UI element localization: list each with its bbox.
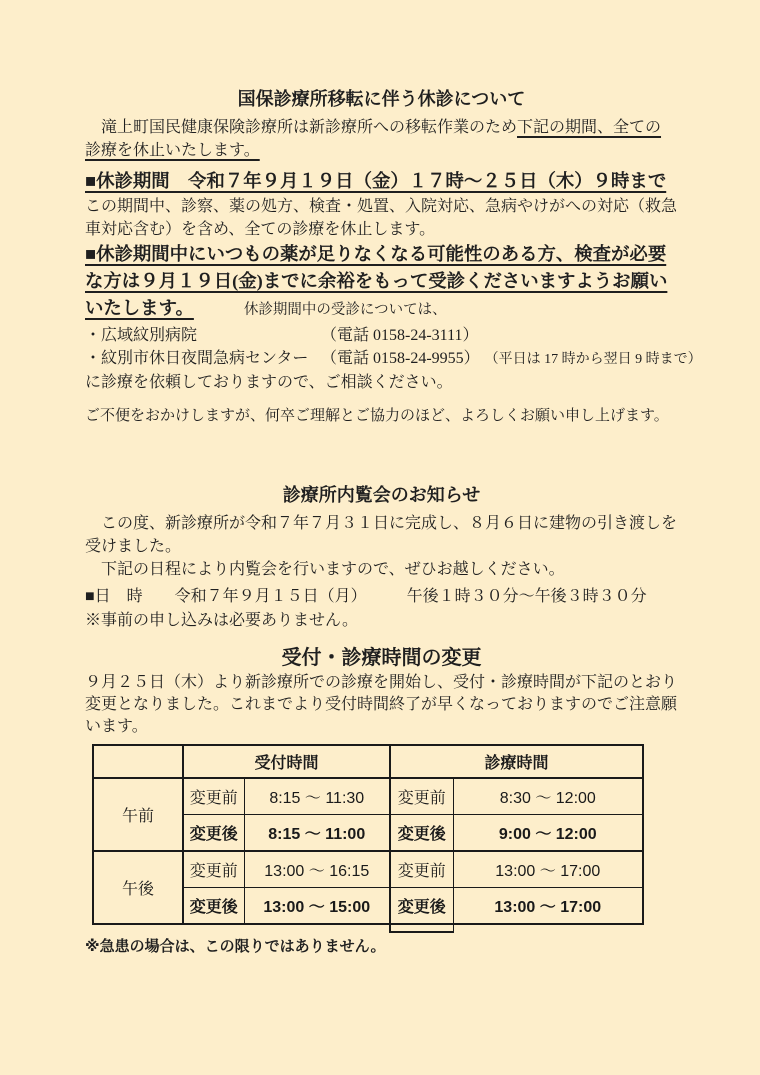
schedule-table: [92, 744, 644, 925]
change-label-cell: 変更後: [390, 815, 453, 852]
intro-plain-text: 滝上町国民健康保険診療所は新診療所への移転作業のため: [85, 119, 518, 136]
alternative-care-lead: 休診期間中の受診については、: [243, 302, 447, 318]
intro-underlined-text: 下記の期間、全ての: [517, 119, 662, 136]
reception-column-header: 受付時間: [183, 745, 390, 778]
hospital-item: [85, 347, 702, 371]
closure-intro-paragraph: [85, 116, 678, 162]
closure-period-line: ■休診期間 令和７年９月１９日（金）１７時～２５日（木）９時まで: [85, 171, 667, 191]
hospital-list-tail: に診療を依頼しておりますので、ご相談ください。: [85, 374, 453, 391]
change-label-cell: 変更後: [390, 888, 453, 925]
open-house-paragraph: この度、新診療所が令和７年７月３１日に完成し、８月６日に建物の引き渡しを 受けました。 下記の日程により内覧会を行いますので、ぜひお越しください。: [85, 515, 678, 578]
intro-line-1: [85, 116, 678, 139]
schedule-header-row: [93, 745, 643, 778]
hospital-name: ・広域紋別病院: [85, 327, 198, 344]
open-house-note: ※事前の申し込みは必要ありません。: [85, 612, 358, 629]
schedule-corner-cell: [93, 745, 183, 778]
intro-line-2: 診療を休止いたします。: [85, 142, 260, 159]
hospital-hours: （平日は 17 時から翌日 9 時まで）: [491, 352, 702, 367]
time-cell: 8:30 ～ 12:00: [453, 778, 643, 815]
change-label-cell: 変更前: [390, 851, 453, 888]
change-label-cell: 変更後: [183, 888, 244, 925]
medication-request-paragraph: ■休診期間中にいつもの薬が足りなくなる可能性のある方、検査が必要 な方は９月１９日(金)までに余裕をもって受診くださいますようお願い いたします。 休診期間中の受診については、: [85, 244, 668, 318]
time-cell: 13:00 ～ 16:15: [244, 851, 390, 888]
time-cell: 13:00 ～ 17:00: [453, 888, 643, 925]
hospital-item: [85, 324, 678, 347]
time-cell: 8:15 ～ 11:30: [244, 778, 390, 815]
hours-change-paragraph: ９月２５日（木）より新診療所での診療を開始し、受付・診療時間が下記のとおり 変更となりました。これまでより受付時間終了が早くなっておりますのでご注意願 います。: [85, 674, 678, 735]
closing-paragraph: ご不便をおかけしますが、何卒ご理解とご協力のほど、よろしくお願い申し上げます。: [85, 408, 669, 424]
time-cell: 13:00 ～ 15:00: [244, 888, 390, 925]
hospital-list: [85, 324, 702, 394]
hours-change-title: 受付・診療時間の変更: [281, 647, 482, 669]
change-label-cell: 変更前: [183, 851, 244, 888]
period-cell-pm: 午後: [93, 851, 183, 924]
emergency-note: ※急患の場合は、この限りではありません。: [85, 938, 386, 955]
closure-notice-title: 国保診療所移転に伴う休診について: [237, 89, 526, 109]
time-cell: 13:00 ～ 17:00: [453, 851, 643, 888]
time-cell: 9:00 ～ 12:00: [453, 815, 643, 852]
change-label-cell: 変更後: [183, 815, 244, 852]
table-row: [93, 851, 643, 888]
hospital-phone: （電話 0158-24-9955）: [321, 350, 480, 367]
hospital-phone: （電話 0158-24-3111）: [321, 327, 479, 344]
closure-detail-paragraph: この期間中、診察、薬の処方、検査・処置、入院対応、急病やけがへの対応（救急 車対応含む）を含め、全ての診療を休止します。: [85, 198, 678, 238]
time-cell: 8:15 ～ 11:00: [244, 815, 390, 852]
change-label-cell: 変更前: [183, 778, 244, 815]
table-row: [93, 778, 643, 815]
open-house-datetime: ■日 時 令和７年９月１５日（月） 午後１時３０分～午後３時３０分: [85, 588, 647, 605]
period-cell-am: 午前: [93, 778, 183, 851]
treatment-column-header: 診療時間: [390, 745, 643, 778]
change-label-cell: 変更前: [390, 778, 453, 815]
open-house-title: 診療所内覧会のお知らせ: [282, 485, 481, 505]
hospital-name: ・紋別市休日夜間急病センター: [85, 350, 309, 367]
